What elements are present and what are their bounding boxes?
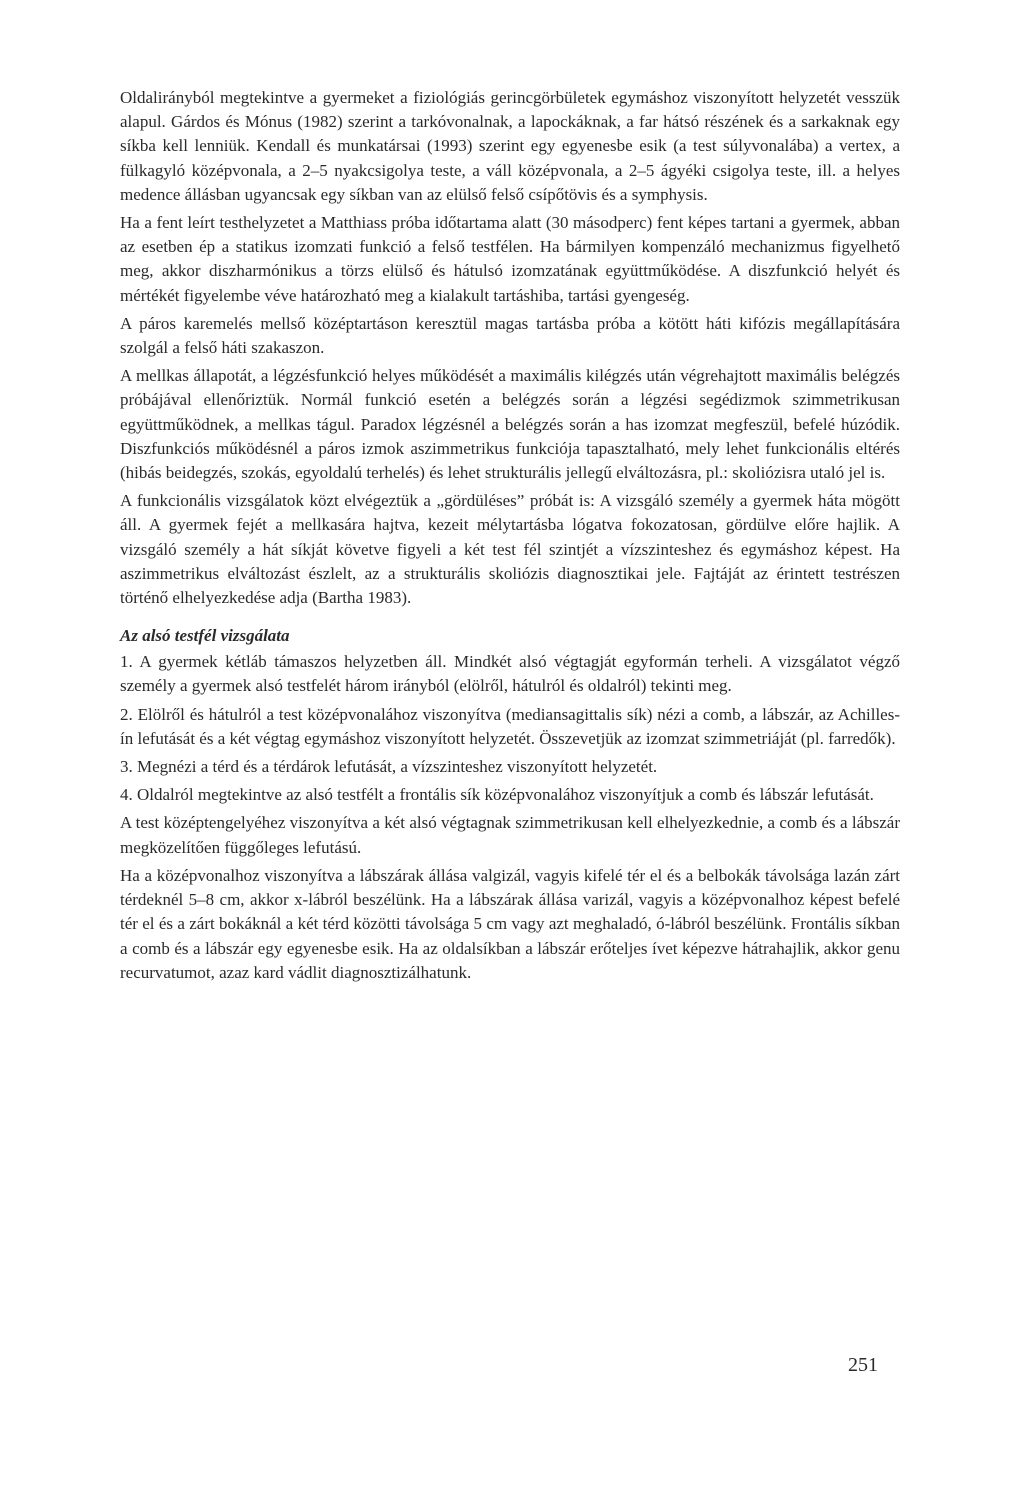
paragraph-matthiass-test: Ha a fent leírt testhelyzetet a Matthiass próba időtartama alatt (30 másodperc) fent képes tartani a gyermek, abban az esetben ép a statikus izomzati funkció a felső testfélen. Ha bármilyen kompenzáló mechanizmus figyelhető meg, akkor diszharmónikus a törzs elülső és hátulsó izomzatának együttműködése. A diszfunkció helyét és mértékét figyelembe véve határozható meg a kialakult tartáshiba, tartási gyengeség. bbox=[120, 213, 900, 305]
list-item: 1. A gyermek kétláb támaszos helyzetben áll. Mindkét alsó végtagját egyformán terheli. A vizsgálatot végző személy a gyermek alsó testfelét három irányból (elölről, hátulról és oldalról) tekinti meg. bbox=[120, 652, 900, 696]
paragraph-lateral-view: Oldalirányból megtekintve a gyermeket a fiziológiás gerincgörbületek egymáshoz viszonyított helyzetét vesszük alapul. Gárdos és Mónus (1982) szerint a tarkóvonalnak, a lapockáknak, a far hátsó részének és a sarkaknak egy síkba kell lenniük. Kendall és munkatársai (1993) szerint egy egyenesbe esik (a test súlyvonalába) a vertex, a fülkagyló középvonala, a 2–5 nyakcsigolya teste, a váll középvonala, a 2–5 ágyéki csigolya teste, ill. a helyes medence állásban ugyancsak egy síkban van az elülső felső csípőtövis és a symphysis. bbox=[120, 88, 900, 204]
paragraph-leg-alignment: Ha a középvonalhoz viszonyítva a lábszárak állása valgizál, vagyis kifelé tér el és a belbokák távolsága lazán zárt térdeknél 5–8 cm, akkor x-lábról beszélünk. Ha a lábszárak állása varizál, vagyis a középvonalhoz képest befelé tér el és a zárt bokáknál a két térd közötti távolsága 5 cm vagy azt meghaladó, ó-lábról beszélünk. Frontális síkban a comb és a lábszár egy egyenesbe esik. Ha az oldalsíkban a lábszár erőteljes ívet képezve hátrahajlik, akkor genu recurvatumot, azaz kard vádlit diagnosztizálhatunk. bbox=[120, 865, 900, 982]
paragraph-arm-raise-test: A páros karemelés mellső középtartáson keresztül magas tartásba próba a kötött háti kifózis megállapítására szolgál a felső háti szakaszon. bbox=[120, 313, 900, 358]
page-number: 251 bbox=[848, 1354, 878, 1376]
page-body bbox=[120, 86, 900, 989]
paragraph-chest-breathing: A mellkas állapotát, a légzésfunkció helyes működését a maximális kilégzés után végrehajtott maximális belégzés próbájával ellenőriztük. Normál funkció esetén a belégzés során a légzési segédizmok szimmetrikusan együttműködnek, a mellkas tágul. Paradox légzésnél a belégzés során a has izomzat megfeszül, befelé húzódik. Diszfunkciós működésnél a páros izmok aszimmetrikus funkciója tapasztalható, mely lehet funkcionális eltérés (hibás beidegzés, szokás, egyoldalú terhelés) és lehet strukturális jellegű elváltozásra, pl.: skoliózisra utaló jel is. bbox=[120, 366, 900, 483]
section-title: Az alsó testfél vizsgálata bbox=[120, 626, 290, 646]
paragraph-symmetry: A test középtengelyéhez viszonyítva a két alsó végtagnak szimmetrikusan kell elhelyezkednie, a comb és a lábszár megközelítően függőleges lefutású. bbox=[120, 813, 900, 857]
list-item: 3. Megnézi a térd és a térdárok lefutását, a vízszinteshez viszonyított helyzetét. bbox=[120, 757, 658, 777]
list-item: 2. Elölről és hátulról a test középvonalához viszonyítva (mediansagittalis sík) nézi a comb, a lábszár, az Achilles-ín lefutását és a két végtag egymáshoz viszonyított helyzetét. Összevetjük az izomzat szimmetriáját (pl. farredők). bbox=[120, 704, 900, 748]
paragraph-rolling-test: A funkcionális vizsgálatok közt elvégeztük a „gördüléses” próbát is: A vizsgáló személy a gyermek háta mögött áll. A gyermek fejét a mellkasára hajtva, kezeit mélytartásba lógatva fokozatosan, gördülve előre hajlik. A vizsgáló személy a hát síkját követve figyeli a két test fél szintjét a vízszinteshez és egymáshoz képest. Ha aszimmetrikus elváltozást észlelt, az a strukturális skoliózis diagnosztikai jele. Fajtáját az érintett testrészen történő elhelyezkedése adja (Bartha 1983). bbox=[120, 491, 900, 608]
list-item: 4. Oldalról megtekintve az alsó testfélt a frontális sík középvonalához viszonyítjuk a comb és lábszár lefutását. bbox=[120, 785, 874, 805]
